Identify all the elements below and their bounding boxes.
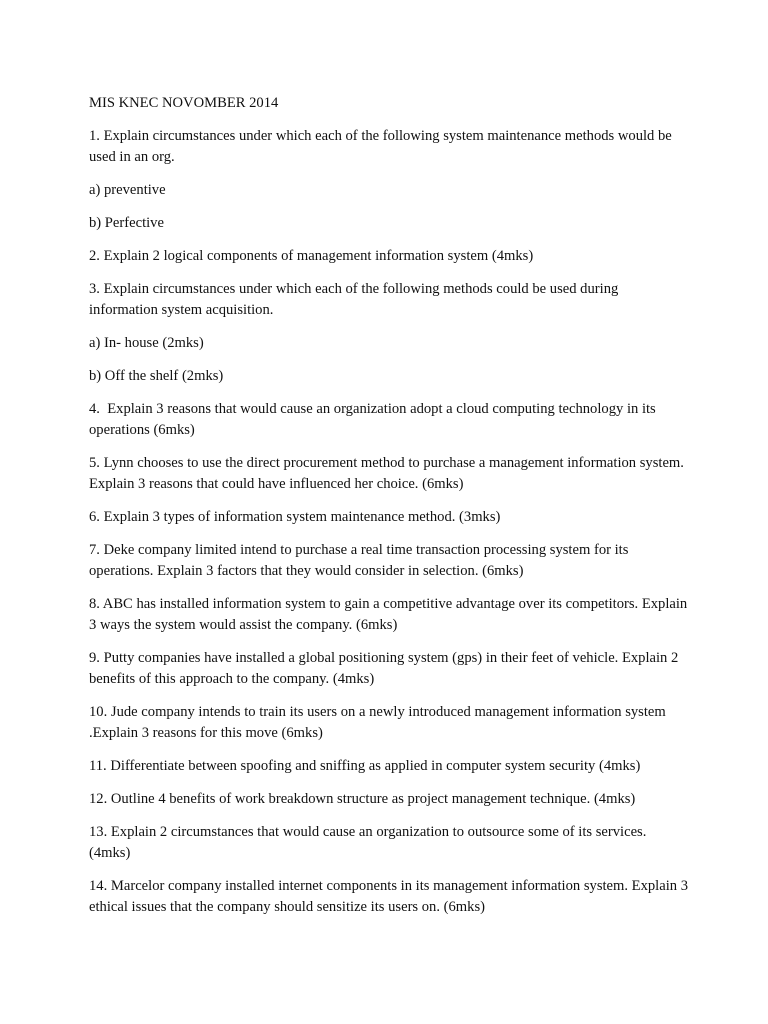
question-13: 13. Explain 2 circumstances that would cause an organization to outsource some of its services. (4mks) [89,824,651,861]
question-6: 6. Explain 3 types of information system maintenance method. (3mks) [89,509,501,525]
question-10: 10. Jude company intends to train its users on a newly introduced management information system .Explain 3 reasons for this move (6mks) [89,704,670,741]
question-1-option-a: a) preventive [89,182,166,198]
question-3-option-b: b) Off the shelf (2mks) [89,368,224,384]
document-title: MIS KNEC NOVOMBER 2014 [89,95,279,111]
question-1-option-b: b) Perfective [89,215,164,231]
document-page [89,93,692,930]
question-2: 2. Explain 2 logical components of management information system (4mks) [89,248,534,264]
question-8: 8. ABC has installed information system to gain a competitive advantage over its competitors. Explain 3 ways the system would assist the company. (6mks) [89,596,691,633]
question-1: 1. Explain circumstances under which each of the following system maintenance methods would be used in an org. [89,128,676,165]
question-4: 4. Explain 3 reasons that would cause an organization adopt a cloud computing technology in its operations (6mks) [89,401,660,438]
question-14: 14. Marcelor company installed internet components in its management information system. Explain 3 ethical issues that the company should sensitize its users on. (6mks) [89,878,692,915]
question-3-option-a: a) In- house (2mks) [89,335,204,351]
question-3: 3. Explain circumstances under which each of the following methods could be used during information system acquisition. [89,281,622,318]
question-7: 7. Deke company limited intend to purchase a real time transaction processing system for its operations. Explain 3 factors that they would consider in selection. (6mks) [89,542,633,579]
question-5: 5. Lynn chooses to use the direct procurement method to purchase a management information system. Explain 3 reasons that could have influenced her choice. (6mks) [89,455,688,492]
question-9: 9. Putty companies have installed a global positioning system (gps) in their feet of vehicle. Explain 2 benefits of this approach to the company. (4mks) [89,650,682,687]
question-11: 11. Differentiate between spoofing and sniffing as applied in computer system security (4mks) [89,758,641,774]
question-12: 12. Outline 4 benefits of work breakdown structure as project management technique. (4mks) [89,791,636,807]
